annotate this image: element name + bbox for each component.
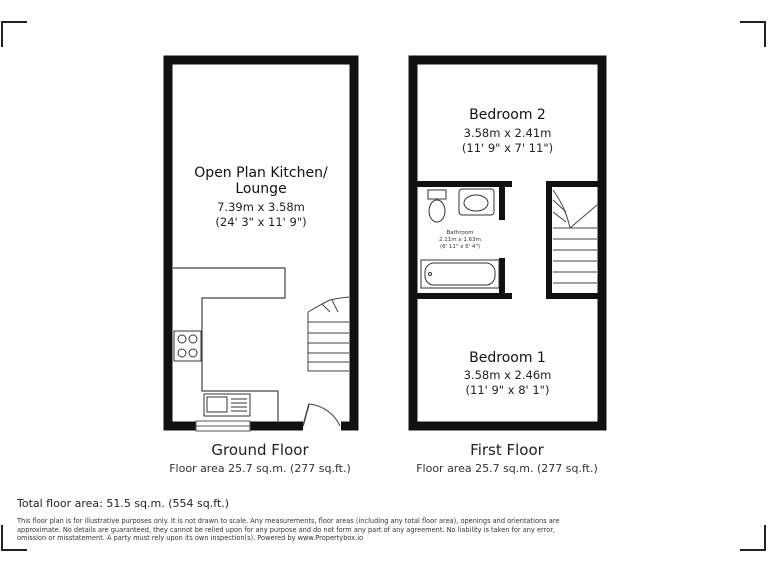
hob-icon (174, 331, 201, 361)
kitchen-name-line1: Open Plan Kitchen/ (194, 165, 328, 181)
front-door-gap (303, 420, 341, 432)
kitchen-worktop (173, 268, 285, 421)
total-floor-area: Total floor area: 51.5 sq.m. (554 sq.ft.) (17, 497, 230, 510)
disclaimer-line-2: approximate. No details are guaranteed, they cannot be relied upon for any purpose and do not form any part of any agreement. No liability is taken for any error, (17, 525, 555, 534)
sink-icon (204, 394, 250, 416)
bedroom2-dimensions-imperial: (11' 9" x 7' 11") (461, 141, 554, 155)
disclaimer (17, 517, 757, 543)
basin-icon (459, 189, 494, 215)
disclaimer-line-3: omission or misstatement. A party must rely upon its own inspection(s). Powered by www.Propertybox.io (17, 534, 364, 542)
bathroom-dimensions-metric: 2.11m x 1.63m (439, 237, 481, 243)
bedroom2-name: Bedroom 2 (469, 107, 546, 123)
bathroom-dimensions-imperial: (6' 11" x 5' 4") (439, 244, 481, 250)
ground-floor-area: Floor area 25.7 sq.m. (277 sq.ft.) (169, 462, 351, 475)
kitchen-name (168, 165, 354, 197)
kitchen-name-line2: Lounge (235, 181, 287, 197)
bedroom1-dimensions-imperial: (11' 9" x 8' 1") (465, 383, 550, 397)
bedroom1-dimensions-metric: 3.58m x 2.46m (463, 368, 552, 382)
bedroom2-dimensions-metric: 3.58m x 2.41m (463, 126, 552, 140)
bathroom-name: Bathroom (446, 230, 474, 236)
toilet-icon (428, 190, 446, 222)
bedroom1-name: Bedroom 1 (469, 350, 546, 366)
first-floor-area: Floor area 25.7 sq.m. (277 sq.ft.) (416, 462, 598, 475)
disclaimer-line-1: This floor plan is for illustrative purposes only. It is not drawn to scale. Any measurements, floor areas (including any total floor area), openings and orientations are (17, 517, 560, 525)
first-stairs (553, 190, 597, 283)
ground-floor-title: Ground Floor (211, 441, 309, 459)
kitchen-dimensions-imperial: (24' 3" x 11' 9") (215, 215, 307, 229)
first-floor-title: First Floor (470, 441, 544, 459)
bath-icon (421, 260, 499, 288)
kitchen-dimensions-metric: 7.39m x 3.58m (217, 200, 305, 214)
ground-floor-plan (168, 60, 354, 432)
ground-stairs (308, 297, 349, 371)
